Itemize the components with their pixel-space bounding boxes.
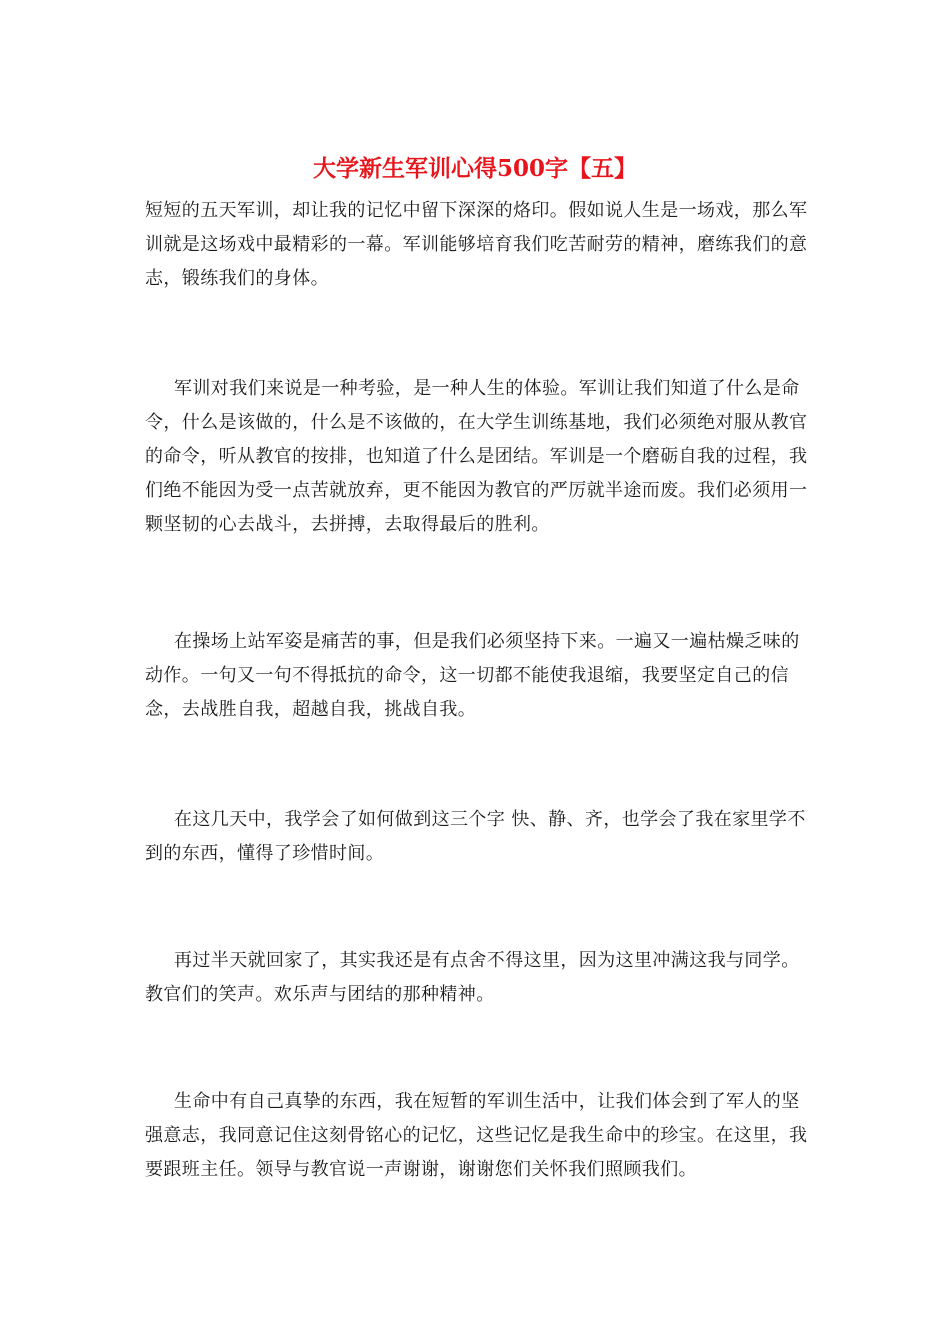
paragraph-1: 短短的五天军训，却让我的记忆中留下深深的烙印。假如说人生是一场戏，那么军训就是这场戏中最精彩的一幕。军训能够培育我们吃苦耐劳的精神，磨练我们的意志，锻练我们的身体。 xyxy=(145,200,808,289)
paragraph-3: 在操场上站军姿是痛苦的事，但是我们必须坚持下来。一遍又一遍枯燥乏味的动作。一句又一句不得抵抗的命令，这一切都不能使我退缩，我要坚定自己的信念，去战胜自我，超越自我，挑战自我。 xyxy=(145,631,800,720)
paragraph-5: 再过半天就回家了，其实我还是有点舍不得这里，因为这里冲满这我与同学。教官们的笑声。欢乐声与团结的那种精神。 xyxy=(145,950,800,1005)
paragraph-2: 军训对我们来说是一种考验，是一种人生的体验。军训让我们知道了什么是命令，什么是该做的，什么是不该做的，在大学生训练基地，我们必须绝对服从教官的命令，听从教官的按排，也知道了什么是团结。军训是一个磨砺自我的过程，我们绝不能因为受一点苦就放弃，更不能因为教官的严厉就半途而废。我们必须用一颗坚韧的心去战斗，去拼搏，去取得最后的胜利。 xyxy=(145,378,808,535)
paragraph-4: 在这几天中，我学会了如何做到这三个字 快、静、齐，也学会了我在家里学不到的东西，懂得了珍惜时间。 xyxy=(145,809,806,864)
paragraph-6: 生命中有自己真挚的东西，我在短暂的军训生活中，让我们体会到了军人的坚强意志，我同意记住这刻骨铭心的记忆，这些记忆是我生命中的珍宝。在这里，我要跟班主任。领导与教官说一声谢谢，谢谢您们关怀我们照顾我们。 xyxy=(145,1091,808,1180)
document-title: 大学新生军训心得500字【五】 xyxy=(312,155,637,182)
